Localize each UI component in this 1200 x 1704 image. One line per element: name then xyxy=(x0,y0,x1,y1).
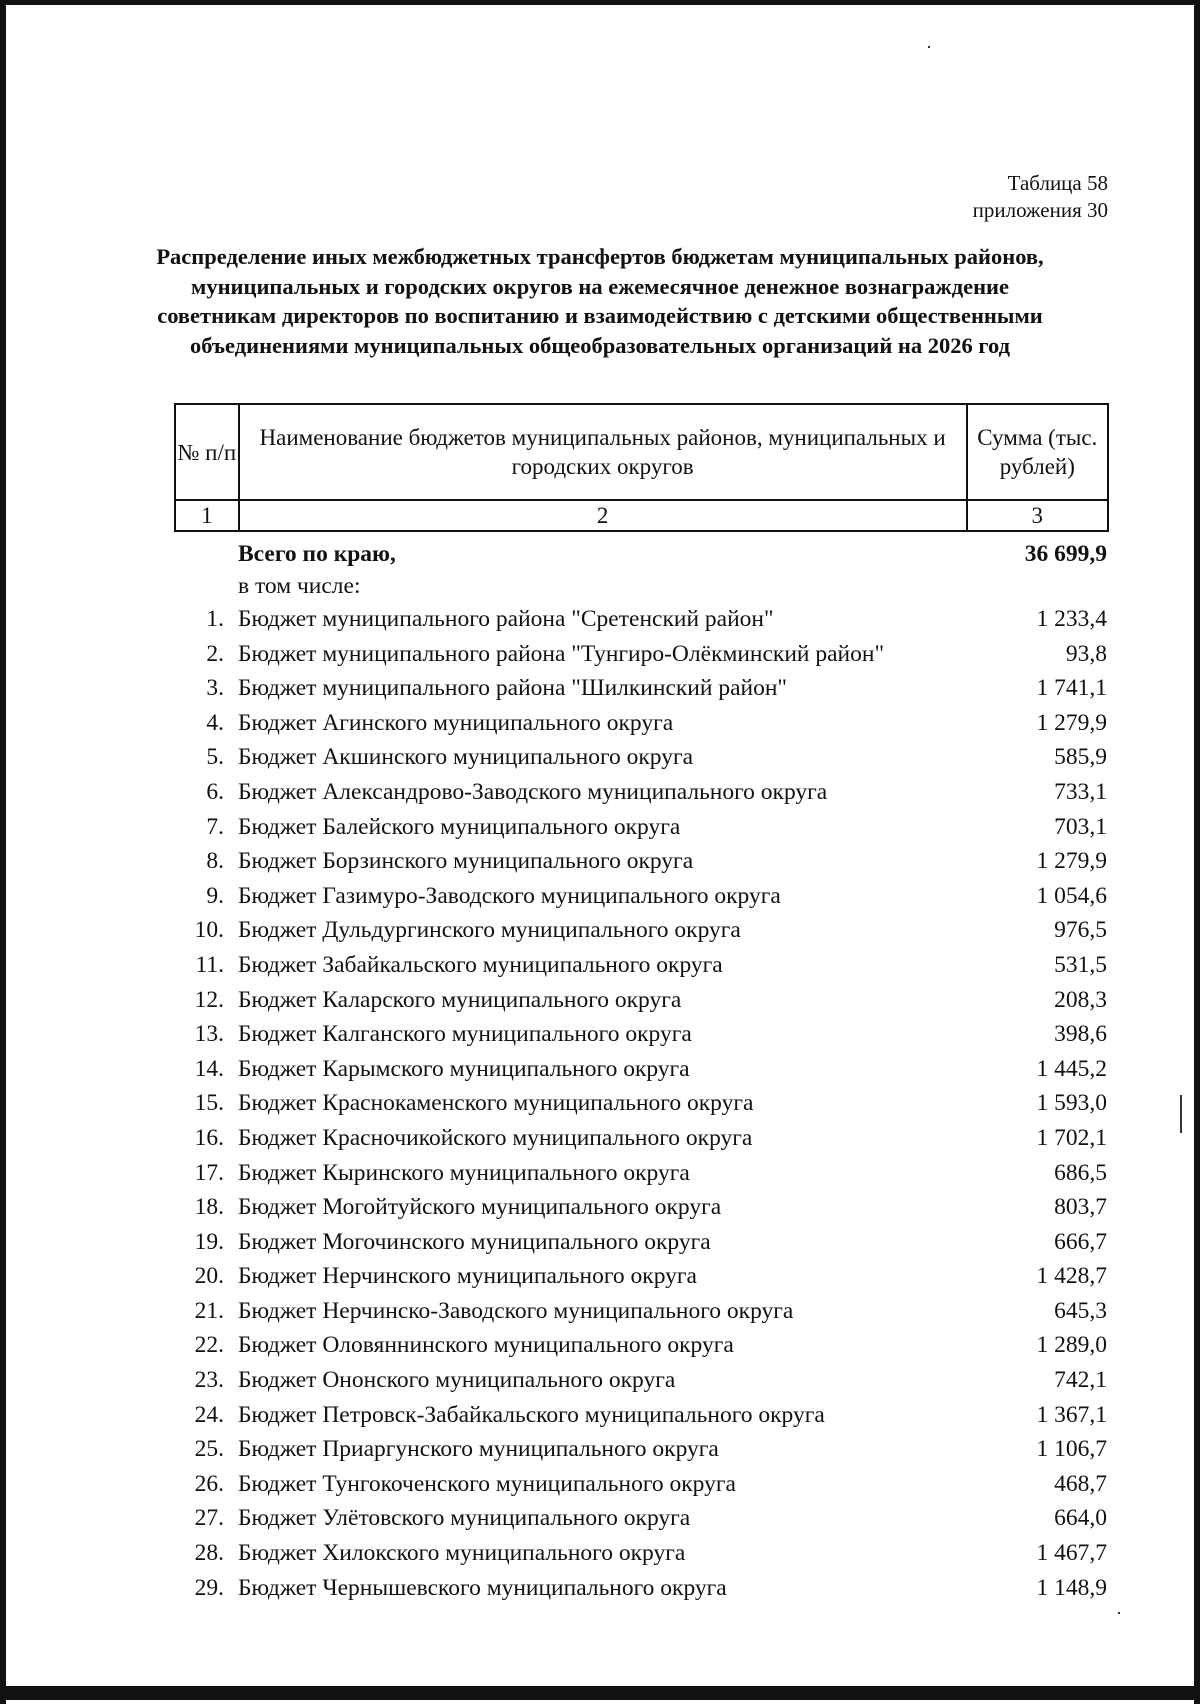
budget-name: Бюджет Дульдургинского муниципального округа xyxy=(238,917,741,944)
budget-name: Бюджет Газимуро-Заводского муниципального округа xyxy=(238,882,781,909)
header-sum: Сумма (тыс. рублей) xyxy=(967,404,1108,500)
table-row xyxy=(174,1536,1109,1571)
row-number: 12. xyxy=(194,986,224,1013)
header-row xyxy=(175,404,1108,500)
row-number: 9. xyxy=(206,882,224,909)
table-row xyxy=(174,810,1109,845)
budget-name: Бюджет Тунгокоченского муниципального округа xyxy=(238,1470,736,1497)
budget-sum: 1 233,4 xyxy=(1036,606,1107,632)
budget-name: Бюджет Красночикойского муниципального округа xyxy=(238,1124,753,1151)
budget-sum: 93,8 xyxy=(1065,640,1107,667)
table-row xyxy=(174,1121,1109,1156)
table-row xyxy=(174,637,1109,672)
table-row xyxy=(174,983,1109,1018)
table-row xyxy=(174,913,1109,948)
budget-name: Бюджет Оловяннинского муниципального округа xyxy=(238,1332,734,1359)
row-number: 19. xyxy=(194,1228,224,1255)
table-row xyxy=(174,1259,1109,1294)
budget-sum: 1 367,1 xyxy=(1036,1401,1107,1428)
budget-sum: 803,7 xyxy=(1054,1194,1107,1221)
caption-appendix: приложения 30 xyxy=(972,198,1108,222)
budget-sum: 468,7 xyxy=(1054,1470,1107,1497)
table-row xyxy=(174,775,1109,810)
budget-sum: 664,0 xyxy=(1054,1505,1107,1532)
scan-edge-right xyxy=(1194,0,1200,1704)
table-row xyxy=(174,1190,1109,1225)
row-number: 5. xyxy=(206,744,224,771)
row-number: 6. xyxy=(206,778,224,805)
budget-sum: 1 054,6 xyxy=(1036,882,1107,909)
budget-name: Бюджет Могочинского муниципального округа xyxy=(238,1228,711,1255)
row-number: 27. xyxy=(194,1505,224,1532)
budget-sum: 1 279,9 xyxy=(1036,709,1107,736)
budget-name: Бюджет Нерчинского муниципального округа xyxy=(238,1263,697,1290)
document-title: Распределение иных межбюджетных трансфертов бюджетам муниципальных районов, муниципальных и городских округов на ежемесячное денежное вознаграждение советникам директоров по воспитанию и взаимодействию с детскими общественными объединениями муниципальных общеобразовательных организаций на 2026 год xyxy=(156,244,1044,358)
budget-name: Бюджет Александрово-Заводского муниципального округа xyxy=(238,778,828,805)
table-row xyxy=(174,1052,1109,1087)
table-row xyxy=(174,1156,1109,1191)
table-row xyxy=(174,1501,1109,1536)
row-number: 1. xyxy=(206,606,224,632)
budget-name: Бюджет муниципального района "Шилкинский район" xyxy=(238,675,788,702)
table-caption xyxy=(973,170,1108,224)
row-number: 23. xyxy=(194,1367,224,1394)
row-number: 11. xyxy=(195,951,224,978)
budget-sum: 1 445,2 xyxy=(1036,1055,1107,1082)
budget-name: Бюджет Забайкальского муниципального округа xyxy=(238,951,723,978)
scan-edge-top xyxy=(0,0,1200,5)
budget-sum: 1 148,9 xyxy=(1036,1574,1107,1601)
row-number: 16. xyxy=(194,1124,224,1151)
subtotal-caption: в том числе: xyxy=(238,573,361,599)
budget-sum: 585,9 xyxy=(1054,744,1107,771)
budget-sum: 208,3 xyxy=(1054,986,1107,1013)
table-row xyxy=(174,844,1109,879)
table-row xyxy=(174,671,1109,706)
budget-sum: 1 289,0 xyxy=(1036,1332,1107,1359)
row-number: 13. xyxy=(194,1021,224,1048)
row-number: 26. xyxy=(194,1470,224,1497)
budget-name: Бюджет Хилокского муниципального округа xyxy=(238,1540,686,1567)
budget-name: Бюджет Карымского муниципального округа xyxy=(238,1055,690,1082)
total-row xyxy=(174,538,1109,570)
table-row xyxy=(174,1571,1109,1606)
row-number: 3. xyxy=(206,675,224,702)
budget-name: Бюджет Ононского муниципального округа xyxy=(238,1367,676,1394)
budget-name: Бюджет Кыринского муниципального округа xyxy=(238,1159,690,1186)
row-number: 2. xyxy=(206,640,224,667)
budget-sum: 976,5 xyxy=(1054,917,1107,944)
table-row xyxy=(174,1363,1109,1398)
row-number: 24. xyxy=(194,1401,224,1428)
row-number: 8. xyxy=(206,848,224,875)
budget-name: Бюджет Каларского муниципального округа xyxy=(238,986,682,1013)
table-row xyxy=(174,706,1109,741)
row-number: 25. xyxy=(194,1436,224,1463)
budget-sum: 1 593,0 xyxy=(1036,1090,1107,1117)
budget-name: Бюджет Нерчинско-Заводского муниципального округа xyxy=(238,1297,794,1324)
budget-name: Бюджет муниципального района "Тунгиро-Олёкминский район" xyxy=(238,640,885,667)
budget-sum: 703,1 xyxy=(1054,813,1107,840)
table-row xyxy=(174,602,1109,637)
budget-name: Бюджет Улётовского муниципального округа xyxy=(238,1505,691,1532)
row-number: 29. xyxy=(194,1574,224,1601)
budget-sum: 733,1 xyxy=(1054,778,1107,805)
row-number: 20. xyxy=(194,1263,224,1290)
budget-sum: 1 702,1 xyxy=(1036,1124,1107,1151)
scan-edge-bottom xyxy=(0,1686,1200,1700)
budget-name: Бюджет Краснокаменского муниципального округа xyxy=(238,1090,754,1117)
row-number: 10. xyxy=(194,917,224,944)
row-number: 17. xyxy=(194,1159,224,1186)
budget-sum: 645,3 xyxy=(1054,1297,1107,1324)
budget-name: Бюджет Акшинского муниципального округа xyxy=(238,744,694,771)
table-row xyxy=(174,1432,1109,1467)
budget-name: Бюджет Могойтуйского муниципального округа xyxy=(238,1194,722,1221)
budget-name: Бюджет Борзинского муниципального округа xyxy=(238,848,694,875)
budget-sum: 398,6 xyxy=(1054,1021,1107,1048)
budget-sum: 1 106,7 xyxy=(1036,1436,1107,1463)
row-number: 4. xyxy=(206,709,224,736)
budget-name: Бюджет Приаргунского муниципального округа xyxy=(238,1436,719,1463)
table-row xyxy=(174,1086,1109,1121)
table-row xyxy=(174,879,1109,914)
subtotal-caption-row xyxy=(174,570,1109,602)
column-index-row xyxy=(175,500,1108,531)
budget-name: Бюджет Балейского муниципального округа xyxy=(238,813,681,840)
budget-sum: 1 279,9 xyxy=(1036,848,1107,875)
budget-sum: 742,1 xyxy=(1054,1367,1107,1394)
row-number: 14. xyxy=(194,1055,224,1082)
budget-sum: 531,5 xyxy=(1054,951,1107,978)
scan-speck xyxy=(928,46,930,48)
budget-sum: 686,5 xyxy=(1054,1159,1107,1186)
budget-sum: 1 467,7 xyxy=(1036,1540,1107,1567)
scan-edge-left xyxy=(0,0,6,1704)
row-number: 21. xyxy=(194,1297,224,1324)
table-row xyxy=(174,1467,1109,1502)
scan-speck xyxy=(1180,1095,1182,1133)
column-index-3: 3 xyxy=(967,500,1108,531)
table-row xyxy=(174,740,1109,775)
table-row xyxy=(174,1225,1109,1260)
table-body xyxy=(174,538,1109,1605)
budget-name: Бюджет Петровск-Забайкальского муниципального округа xyxy=(238,1401,825,1428)
header-name: Наименование бюджетов муниципальных районов, муниципальных и городских округов xyxy=(239,404,967,500)
scan-speck xyxy=(1118,1612,1120,1614)
row-number: 7. xyxy=(206,813,224,840)
table-row xyxy=(174,1328,1109,1363)
budget-sum: 1 428,7 xyxy=(1036,1263,1107,1290)
caption-table-number: Таблица 58 xyxy=(1007,171,1108,195)
table-row xyxy=(174,948,1109,983)
budget-name: Бюджет муниципального района "Сретенский район" xyxy=(238,606,774,632)
table-row xyxy=(174,1017,1109,1052)
row-number: 15. xyxy=(194,1090,224,1117)
table-row xyxy=(174,1294,1109,1329)
table-row xyxy=(174,1398,1109,1433)
header-num: № п/п xyxy=(175,404,239,500)
budget-sum: 1 741,1 xyxy=(1036,675,1107,702)
total-label: Всего по краю, xyxy=(238,541,396,567)
row-number: 28. xyxy=(194,1540,224,1567)
budget-name: Бюджет Агинского муниципального округа xyxy=(238,709,674,736)
row-number: 22. xyxy=(194,1332,224,1359)
column-index-2: 2 xyxy=(239,500,967,531)
column-index-1: 1 xyxy=(175,500,239,531)
budget-sum: 666,7 xyxy=(1054,1228,1107,1255)
total-value: 36 699,9 xyxy=(1024,541,1107,567)
budget-name: Бюджет Чернышевского муниципального округа xyxy=(238,1574,727,1601)
budget-name: Бюджет Калганского муниципального округа xyxy=(238,1021,692,1048)
row-number: 18. xyxy=(194,1194,224,1221)
table-header xyxy=(174,403,1109,532)
